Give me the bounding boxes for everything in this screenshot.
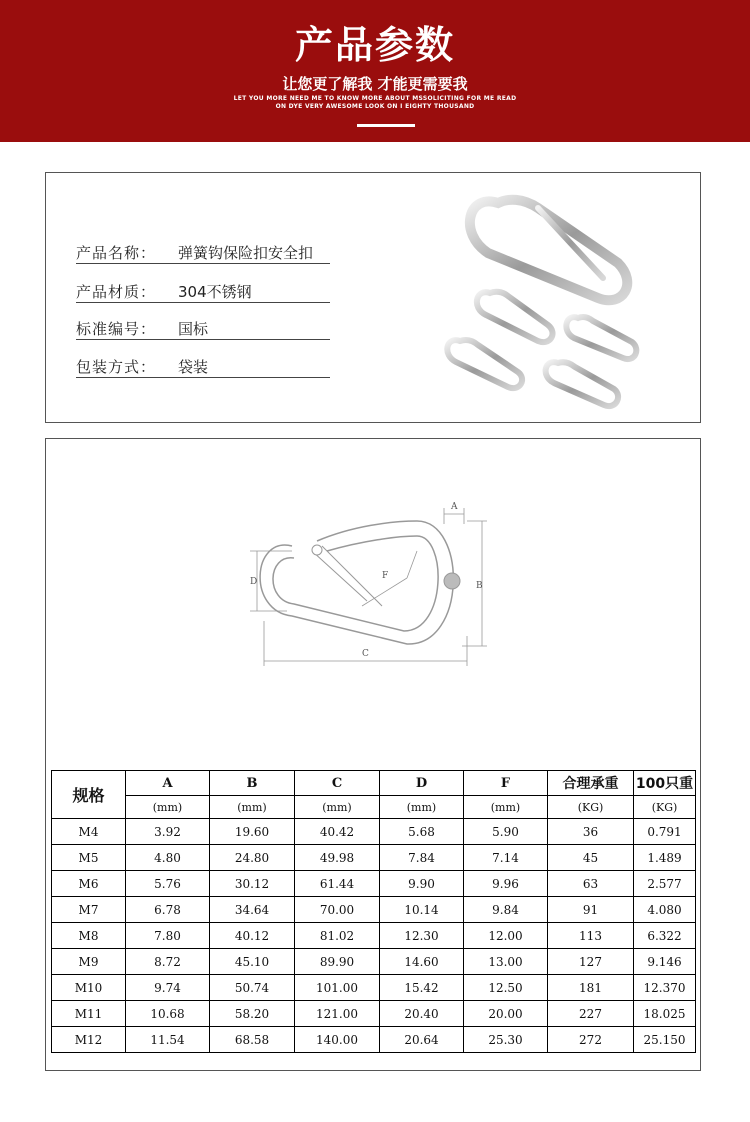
col-header: A [126, 771, 210, 796]
table-cell: 18.025 [634, 1001, 696, 1027]
info-value: 304不锈钢 [178, 283, 252, 301]
header-banner [0, 0, 750, 142]
table-cell: 25.150 [634, 1027, 696, 1053]
table-cell: 91 [548, 897, 634, 923]
table-cell: 50.74 [210, 975, 295, 1001]
table-row [52, 949, 696, 975]
unit-cell: (mm) [126, 796, 210, 819]
table-cell: 10.68 [126, 1001, 210, 1027]
label-f: F [382, 571, 389, 581]
table-cell: 4.080 [634, 897, 696, 923]
info-row-material [76, 280, 330, 303]
table-cell: 7.80 [126, 923, 210, 949]
table-cell: 25.30 [464, 1027, 548, 1053]
table-cell: 15.42 [380, 975, 464, 1001]
table-cell: 20.64 [380, 1027, 464, 1053]
table-cell: 1.489 [634, 845, 696, 871]
table-cell: 5.68 [380, 819, 464, 845]
table-row [52, 897, 696, 923]
table-cell: 58.20 [210, 1001, 295, 1027]
product-info-panel [45, 172, 701, 423]
table-corner-header: 规格 [52, 771, 126, 819]
table-cell: 11.54 [126, 1027, 210, 1053]
table-cell: 8.72 [126, 949, 210, 975]
table-row [52, 819, 696, 845]
info-row-packaging [76, 355, 330, 378]
english-tagline-1: LET YOU MORE NEED ME TO KNOW MORE ABOUT MSSOLICITING FOR ME READ [233, 95, 517, 102]
spec-size-cell: M8 [52, 923, 126, 949]
info-label: 包装方式： [76, 358, 157, 376]
page-subtitle: 让您更了解我 才能更需要我 [282, 75, 468, 93]
spec-size-cell: M12 [52, 1027, 126, 1053]
table-cell: 101.00 [295, 975, 380, 1001]
table-cell: 272 [548, 1027, 634, 1053]
table-row [52, 845, 696, 871]
label-d: D [250, 577, 258, 587]
table-cell: 9.74 [126, 975, 210, 1001]
table-cell: 24.80 [210, 845, 295, 871]
spec-panel [45, 438, 701, 1071]
table-cell: 45 [548, 845, 634, 871]
table-cell: 14.60 [380, 949, 464, 975]
spec-table [51, 770, 696, 1053]
table-cell: 9.84 [464, 897, 548, 923]
col-header: D [380, 771, 464, 796]
unit-cell: (mm) [380, 796, 464, 819]
table-cell: 61.44 [295, 871, 380, 897]
table-cell: 20.40 [380, 1001, 464, 1027]
table-cell: 10.14 [380, 897, 464, 923]
table-cell: 19.60 [210, 819, 295, 845]
table-cell: 68.58 [210, 1027, 295, 1053]
table-cell: 40.12 [210, 923, 295, 949]
snap-hooks-photo [438, 183, 663, 413]
table-row [52, 1027, 696, 1053]
info-label: 产品名称： [76, 244, 157, 262]
col-header: F [464, 771, 548, 796]
page-title: 产品参数 [294, 23, 455, 67]
table-cell: 9.90 [380, 871, 464, 897]
table-cell: 63 [548, 871, 634, 897]
title-underline [357, 124, 415, 127]
spec-size-cell: M9 [52, 949, 126, 975]
table-cell: 12.30 [380, 923, 464, 949]
table-row [52, 923, 696, 949]
col-header: C [295, 771, 380, 796]
table-cell: 3.92 [126, 819, 210, 845]
table-cell: 13.00 [464, 949, 548, 975]
spec-table-body [52, 819, 696, 1053]
table-cell: 12.00 [464, 923, 548, 949]
table-cell: 12.50 [464, 975, 548, 1001]
table-row [52, 1001, 696, 1027]
table-cell: 34.64 [210, 897, 295, 923]
table-row [52, 975, 696, 1001]
label-b: B [476, 581, 483, 591]
table-cell: 9.146 [634, 949, 696, 975]
unit-cell: (mm) [210, 796, 295, 819]
table-cell: 227 [548, 1001, 634, 1027]
info-label: 标准编号： [76, 320, 157, 338]
table-cell: 6.78 [126, 897, 210, 923]
info-value: 弹簧钩保险扣安全扣 [178, 244, 314, 262]
table-cell: 89.90 [295, 949, 380, 975]
table-cell: 181 [548, 975, 634, 1001]
table-cell: 113 [548, 923, 634, 949]
table-cell: 9.96 [464, 871, 548, 897]
table-cell: 7.14 [464, 845, 548, 871]
spec-size-cell: M10 [52, 975, 126, 1001]
info-row-name [76, 241, 330, 264]
spec-size-cell: M11 [52, 1001, 126, 1027]
col-header: 合理承重 [548, 771, 634, 796]
label-a: A [451, 502, 458, 512]
hook-dimension-diagram [232, 496, 502, 676]
label-c: C [362, 649, 369, 659]
info-label: 产品材质： [76, 283, 157, 301]
spec-size-cell: M6 [52, 871, 126, 897]
table-cell: 127 [548, 949, 634, 975]
table-cell: 45.10 [210, 949, 295, 975]
table-cell: 7.84 [380, 845, 464, 871]
english-tagline-2: ON DYE VERY AWESOME LOOK ON I EIGHTY THOUSAND [275, 103, 475, 110]
table-row [52, 871, 696, 897]
info-value: 国标 [178, 320, 209, 338]
table-cell: 49.98 [295, 845, 380, 871]
unit-cell: (KG) [548, 796, 634, 819]
table-cell: 4.80 [126, 845, 210, 871]
table-cell: 5.76 [126, 871, 210, 897]
table-cell: 30.12 [210, 871, 295, 897]
table-cell: 121.00 [295, 1001, 380, 1027]
col-header: B [210, 771, 295, 796]
spec-size-cell: M4 [52, 819, 126, 845]
unit-cell: (mm) [464, 796, 548, 819]
unit-cell: (KG) [634, 796, 696, 819]
spec-size-cell: M5 [52, 845, 126, 871]
info-row-standard [76, 317, 330, 340]
table-cell: 12.370 [634, 975, 696, 1001]
col-header: 100只重 [634, 771, 696, 796]
table-cell: 36 [548, 819, 634, 845]
spec-size-cell: M7 [52, 897, 126, 923]
table-cell: 0.791 [634, 819, 696, 845]
table-cell: 81.02 [295, 923, 380, 949]
table-cell: 6.322 [634, 923, 696, 949]
table-cell: 20.00 [464, 1001, 548, 1027]
table-cell: 5.90 [464, 819, 548, 845]
table-cell: 40.42 [295, 819, 380, 845]
table-cell: 70.00 [295, 897, 380, 923]
unit-cell: (mm) [295, 796, 380, 819]
table-cell: 2.577 [634, 871, 696, 897]
table-cell: 140.00 [295, 1027, 380, 1053]
info-value: 袋装 [178, 358, 209, 376]
